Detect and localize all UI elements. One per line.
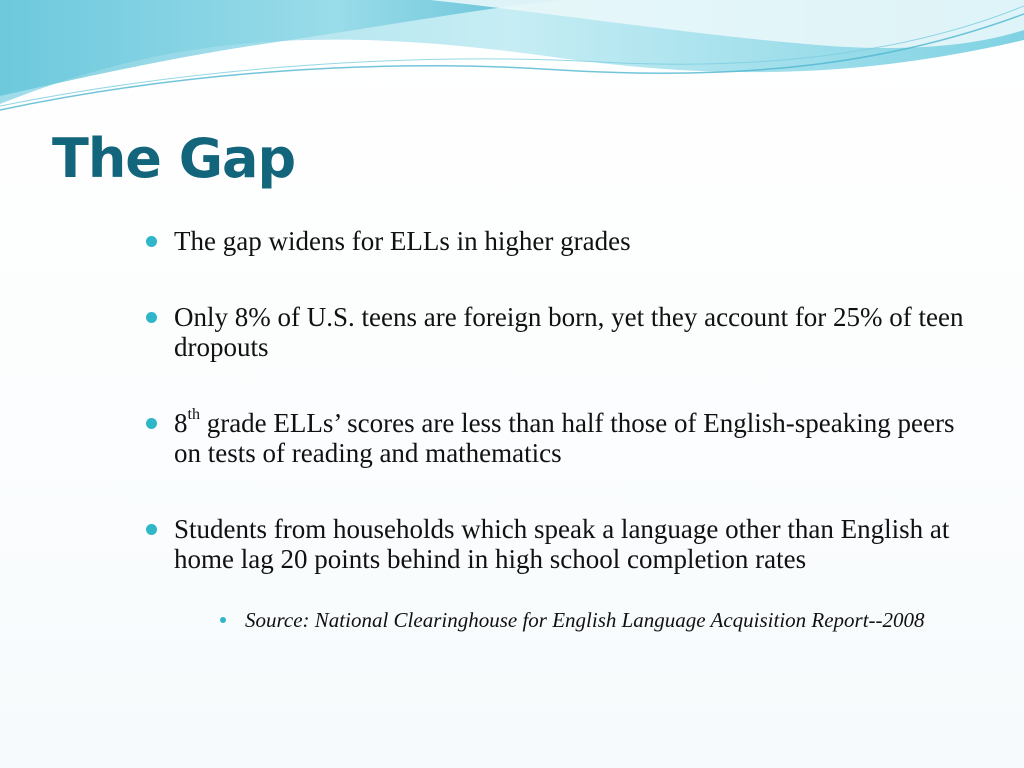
bullet-list — [146, 226, 976, 632]
bullet-text: The gap widens for ELLs in higher grades — [174, 226, 631, 256]
source-citation — [220, 608, 935, 632]
bullet-dot-icon — [146, 236, 157, 247]
bullet-dot-icon — [146, 418, 157, 429]
header-wave-decoration — [0, 0, 1024, 120]
bullet-prefix: 8 — [174, 408, 188, 438]
bullet-text: Students from households which speak a language other than English at home lag 20 points behind in high school completion rates — [174, 514, 950, 574]
bullet-item — [146, 514, 976, 574]
bullet-dot-icon — [146, 524, 157, 535]
bullet-item — [146, 302, 976, 362]
bullet-superscript: th — [187, 406, 200, 423]
slide-title: The Gap — [52, 127, 296, 190]
bullet-text: grade ELLs’ scores are less than half those of English-speaking peers on tests of reading and mathematics — [174, 408, 955, 468]
bullet-item — [146, 226, 976, 256]
source-text: Source: National Clearinghouse for English Language Acquisition Report--2008 — [245, 608, 925, 632]
bullet-item — [146, 408, 976, 468]
sub-bullet-dot-icon — [220, 617, 226, 623]
bullet-dot-icon — [146, 312, 157, 323]
bullet-text: Only 8% of U.S. teens are foreign born, yet they account for 25% of teen dropouts — [174, 302, 964, 362]
